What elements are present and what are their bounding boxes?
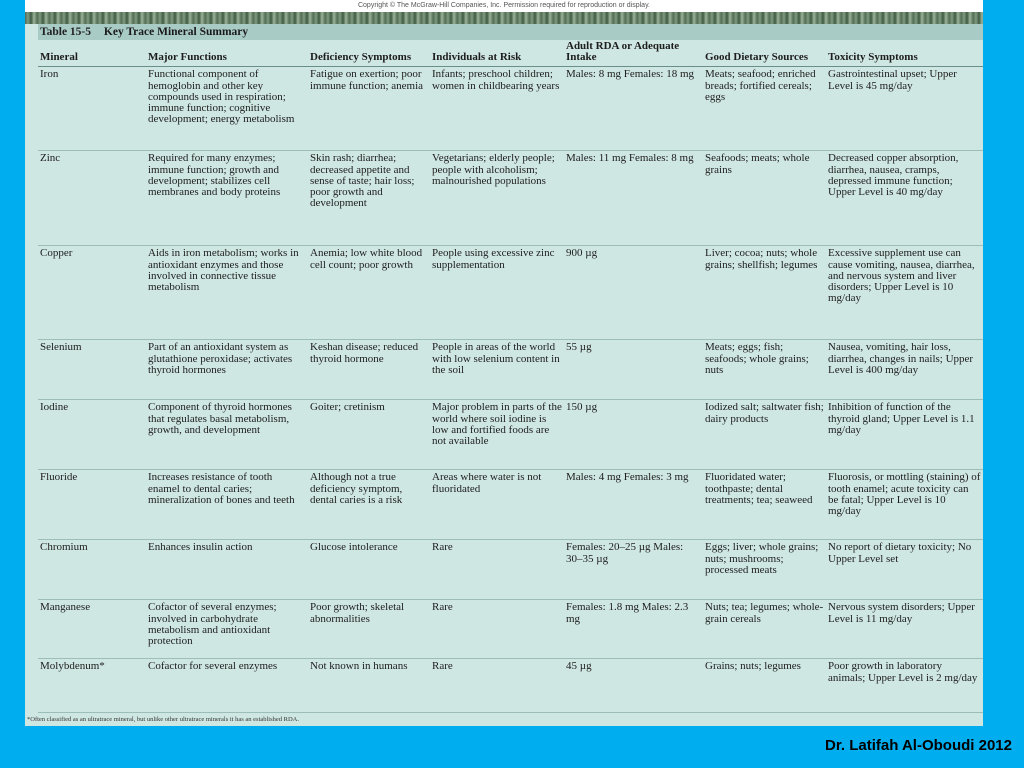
toxicity-cell: No report of dietary toxicity; No Upper Level set xyxy=(826,540,983,600)
table-row xyxy=(38,340,983,400)
mineral-cell: Iodine xyxy=(38,400,146,470)
table-image xyxy=(25,0,983,726)
mineral-summary-table xyxy=(38,40,983,713)
deficiency-cell: Keshan disease; reduced thyroid hormone xyxy=(308,340,430,400)
header-toxicity-symptoms: Toxicity Symptoms xyxy=(826,40,983,67)
risk-cell: Vegetarians; elderly people; people with alcoholism; malnourished populations xyxy=(430,151,564,246)
functions-cell: Cofactor for several enzymes xyxy=(146,659,308,713)
author-credit: Dr. Latifah Al-Oboudi 2012 xyxy=(825,737,1012,754)
sources-cell: Eggs; liver; whole grains; nuts; mushrooms; processed meats xyxy=(703,540,826,600)
rda-cell: 900 µg xyxy=(564,246,703,340)
functions-cell: Required for many enzymes; immune function; growth and development; stabilizes cell membranes and body proteins xyxy=(146,151,308,246)
functions-cell: Functional component of hemoglobin and other key compounds used in respiration; immune function; cognitive development; energy metabolism xyxy=(146,67,308,151)
risk-cell: Rare xyxy=(430,540,564,600)
header-row xyxy=(38,40,983,67)
deficiency-cell: Although not a true deficiency symptom, dental caries is a risk xyxy=(308,470,430,540)
table-row xyxy=(38,400,983,470)
functions-cell: Component of thyroid hormones that regulates basal metabolism, growth, and development xyxy=(146,400,308,470)
header-dietary-sources: Good Dietary Sources xyxy=(703,40,826,67)
header-deficiency-symptoms: Deficiency Symptoms xyxy=(308,40,430,67)
toxicity-cell: Fluorosis, or mottling (staining) of tooth enamel; acute toxicity can be fatal; Upper Level is 10 mg/day xyxy=(826,470,983,540)
copyright-notice: Copyright © The McGraw-Hill Companies, Inc. Permission required for reproduction or display. xyxy=(25,0,983,12)
rda-cell: Females: 1.8 mg Males: 2.3 mg xyxy=(564,600,703,659)
mineral-cell: Fluoride xyxy=(38,470,146,540)
header-mineral: Mineral xyxy=(38,40,146,67)
mineral-cell: Zinc xyxy=(38,151,146,246)
deficiency-cell: Poor growth; skeletal abnormalities xyxy=(308,600,430,659)
risk-cell: People using excessive zinc supplementation xyxy=(430,246,564,340)
deficiency-cell: Skin rash; diarrhea; decreased appetite and sense of taste; hair loss; poor growth and development xyxy=(308,151,430,246)
table-footnote: *Often classified as an ultratrace mineral, but unlike other ultratrace minerals it has an established RDA. xyxy=(27,716,300,723)
mineral-cell: Molybdenum* xyxy=(38,659,146,713)
table-row xyxy=(38,540,983,600)
sources-cell: Fluoridated water; toothpaste; dental treatments; tea; seaweed xyxy=(703,470,826,540)
rda-cell: 45 µg xyxy=(564,659,703,713)
mineral-cell: Selenium xyxy=(38,340,146,400)
table-row xyxy=(38,470,983,540)
risk-cell: Infants; preschool children; women in childbearing years xyxy=(430,67,564,151)
risk-cell: Rare xyxy=(430,659,564,713)
deficiency-cell: Anemia; low white blood cell count; poor growth xyxy=(308,246,430,340)
sources-cell: Meats; seafood; enriched breads; fortified cereals; eggs xyxy=(703,67,826,151)
table-row xyxy=(38,600,983,659)
table-row xyxy=(38,659,983,713)
table-row xyxy=(38,67,983,151)
sources-cell: Grains; nuts; legumes xyxy=(703,659,826,713)
sources-cell: Nuts; tea; legumes; whole-grain cereals xyxy=(703,600,826,659)
toxicity-cell: Poor growth in laboratory animals; Upper Level is 2 mg/day xyxy=(826,659,983,713)
functions-cell: Cofactor of several enzymes; involved in carbohydrate metabolism and antioxidant protection xyxy=(146,600,308,659)
rda-cell: Males: 8 mg Females: 18 mg xyxy=(564,67,703,151)
toxicity-cell: Gastrointestinal upset; Upper Level is 45 mg/day xyxy=(826,67,983,151)
risk-cell: Major problem in parts of the world where soil iodine is low and fortified foods are not available xyxy=(430,400,564,470)
mineral-cell: Copper xyxy=(38,246,146,340)
table-row xyxy=(38,246,983,340)
deficiency-cell: Fatigue on exertion; poor immune function; anemia xyxy=(308,67,430,151)
functions-cell: Enhances insulin action xyxy=(146,540,308,600)
rda-cell: Males: 4 mg Females: 3 mg xyxy=(564,470,703,540)
table-row xyxy=(38,151,983,246)
toxicity-cell: Nausea, vomiting, hair loss, diarrhea, changes in nails; Upper Level is 400 mg/day xyxy=(826,340,983,400)
table-caption xyxy=(38,24,983,40)
table-number: Table 15-5 xyxy=(40,26,92,38)
toxicity-cell: Excessive supplement use can cause vomiting, nausea, diarrhea, and nervous system and liver disorders; Upper Level is 10 mg/day xyxy=(826,246,983,340)
functions-cell: Aids in iron metabolism; works in antioxidant enzymes and those involved in connective tissue metabolism xyxy=(146,246,308,340)
rda-cell: 150 µg xyxy=(564,400,703,470)
functions-cell: Increases resistance of tooth enamel to dental caries; mineralization of bones and teeth xyxy=(146,470,308,540)
deficiency-cell: Glucose intolerance xyxy=(308,540,430,600)
mineral-cell: Iron xyxy=(38,67,146,151)
risk-cell: Areas where water is not fluoridated xyxy=(430,470,564,540)
risk-cell: Rare xyxy=(430,600,564,659)
mineral-cell: Chromium xyxy=(38,540,146,600)
deficiency-cell: Goiter; cretinism xyxy=(308,400,430,470)
rda-cell: Females: 20–25 µg Males: 30–35 µg xyxy=(564,540,703,600)
header-major-functions: Major Functions xyxy=(146,40,308,67)
sources-cell: Iodized salt; saltwater fish; dairy products xyxy=(703,400,826,470)
toxicity-cell: Inhibition of function of the thyroid gland; Upper Level is 1.1 mg/day xyxy=(826,400,983,470)
header-individuals-at-risk: Individuals at Risk xyxy=(430,40,564,67)
decorative-band xyxy=(25,12,983,24)
header-adult-rda: Adult RDA or Adequate Intake xyxy=(564,40,703,67)
rda-cell: 55 µg xyxy=(564,340,703,400)
deficiency-cell: Not known in humans xyxy=(308,659,430,713)
rda-cell: Males: 11 mg Females: 8 mg xyxy=(564,151,703,246)
functions-cell: Part of an antioxidant system as glutathione peroxidase; activates thyroid hormones xyxy=(146,340,308,400)
sources-cell: Liver; cocoa; nuts; whole grains; shellfish; legumes xyxy=(703,246,826,340)
risk-cell: People in areas of the world with low selenium content in the soil xyxy=(430,340,564,400)
sources-cell: Seafoods; meats; whole grains xyxy=(703,151,826,246)
toxicity-cell: Nervous system disorders; Upper Level is 11 mg/day xyxy=(826,600,983,659)
sources-cell: Meats; eggs; fish; seafoods; whole grains; nuts xyxy=(703,340,826,400)
table-title: Key Trace Mineral Summary xyxy=(103,26,249,38)
toxicity-cell: Decreased copper absorption, diarrhea, nausea, cramps, depressed immune function; Upper Level is 40 mg/day xyxy=(826,151,983,246)
mineral-cell: Manganese xyxy=(38,600,146,659)
